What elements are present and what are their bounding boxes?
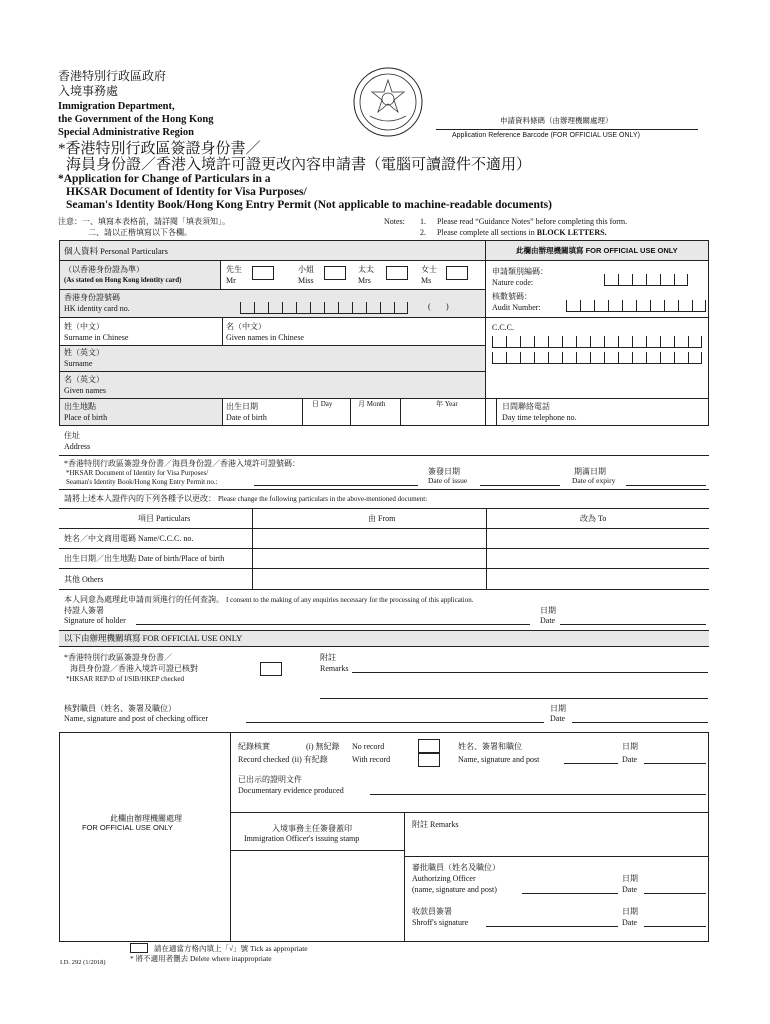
title-mr-checkbox[interactable]	[252, 266, 274, 280]
expiry-date-line[interactable]	[626, 485, 706, 486]
doc-checked-checkbox[interactable]	[260, 662, 282, 676]
place-of-birth-en: Place of birth	[64, 413, 108, 422]
address-zh: 住址	[64, 431, 80, 440]
official-remarks-line-2[interactable]	[320, 698, 708, 699]
form-number: I.D. 292 (1/2018)	[60, 959, 106, 966]
consent-date-line[interactable]	[560, 624, 706, 625]
record-date-line[interactable]	[644, 763, 706, 764]
expiry-date-zh: 期滿日期	[574, 467, 606, 476]
shroff-zh: 收款員簽署	[412, 907, 452, 916]
change-instruction: 請將上述本人證件內的下列各種予以更改： Please change the following particulars in the above-mentioned document:	[64, 494, 428, 503]
audit-number-boxes[interactable]	[566, 300, 706, 312]
hkid-check-paren-close: )	[446, 302, 449, 311]
with-record-en: With record	[352, 755, 391, 764]
title-en-1: *Application for Change of Particulars in a	[58, 173, 271, 185]
shroff-line[interactable]	[486, 926, 618, 927]
no-record-en: No record	[352, 742, 385, 751]
given-names-zh: 名（英文）	[64, 375, 104, 384]
change-row-birth: 出生日期／出生地點 Date of birth/Place of birth	[64, 554, 225, 563]
change-row-name: 姓名／中文商用電碼 Name/C.C.C. no.	[64, 534, 194, 543]
ccc-label: C.C.C.	[492, 323, 515, 332]
record-checked-en: Record checked	[238, 755, 290, 764]
title-ms-en: Ms	[421, 276, 432, 285]
evidence-line[interactable]	[370, 794, 706, 795]
holder-signature-en: Signature of holder	[64, 616, 126, 625]
with-record-checkbox[interactable]	[418, 753, 440, 767]
audit-number-zh: 核數號碼：	[492, 292, 532, 301]
shroff-en: Shroff's signature	[412, 918, 469, 927]
record-name-post-line[interactable]	[564, 763, 618, 764]
place-of-birth-zh: 出生地點	[64, 402, 96, 411]
with-record-zh: (ii) 有紀錄	[292, 755, 328, 764]
title-zh-2: 海員身份證／香港入境許可證更改內容申請書（電腦可讀證件不適用）	[66, 157, 532, 173]
official-remarks-zh: 附註	[320, 653, 336, 662]
notes-en-1: Please read “Guidance Notes” before completing this form.	[437, 217, 628, 226]
title-mrs-en: Mrs	[358, 276, 371, 285]
hksar-emblem	[352, 66, 424, 138]
record-date-zh: 日期	[622, 742, 638, 751]
authorizing-date-en: Date	[622, 885, 638, 894]
shroff-date-en: Date	[622, 918, 638, 927]
dept-name-en-1: Immigration Department,	[58, 101, 175, 112]
tick-legend-box	[130, 943, 148, 953]
id-note-zh: （以香港身份證為準）	[64, 265, 144, 274]
date-of-birth-zh: 出生日期	[226, 402, 258, 411]
title-mrs-checkbox[interactable]	[386, 266, 408, 280]
title-miss-en: Miss	[298, 276, 314, 285]
col-particulars: 項目 Particulars	[138, 514, 191, 523]
dob-month-label: 月 Month	[358, 400, 386, 408]
hkid-en: HK identity card no.	[64, 304, 130, 313]
consent-date-en: Date	[540, 616, 556, 625]
official-remarks-en: Remarks	[320, 664, 349, 673]
checking-officer-en: Name, signature and post of checking officer	[64, 714, 209, 723]
dob-day-label: 日 Day	[312, 400, 333, 408]
surname-chinese-zh: 姓（中文）	[64, 322, 104, 331]
change-row-others: 其他 Others	[64, 575, 104, 584]
phone-en: Day time telephone no.	[502, 413, 577, 422]
official-heading-top: 此欄由辦理機關填寫 FOR OFFICIAL USE ONLY	[516, 246, 678, 255]
doc-checked-zh-1: *香港特別行政區簽證身份書／	[64, 653, 172, 662]
issue-date-zh: 簽發日期	[428, 467, 460, 476]
checking-date-zh: 日期	[550, 704, 566, 713]
title-ms-zh: 女士	[421, 265, 437, 274]
issuing-stamp-zh: 入境事務主任簽發蓋印	[272, 824, 352, 833]
document-number-zh: *香港特別行政區簽證身份書／海員身份證／香港入境許可證號碼：	[64, 459, 300, 468]
barcode-label-en: Application Reference Barcode (FOR OFFICIAL USE ONLY)	[452, 132, 640, 139]
audit-number-en: Audit Number:	[492, 303, 541, 312]
doc-checked-en: *HKSAR REP/D of I/SIB/HKEP checked	[66, 675, 184, 683]
document-number-line[interactable]	[254, 485, 418, 486]
title-en-3: Seaman's Identity Book/Hong Kong Entry Permit (Not applicable to machine-readable documents)	[66, 199, 552, 211]
id-note-en: (As stated on Hong Kong identity card)	[64, 276, 182, 284]
record-name-post-zh: 姓名、簽署和職位	[458, 742, 522, 751]
checking-date-line[interactable]	[572, 722, 708, 723]
document-number-en-2: Seaman's Identity Book/Hong Kong Entry Permit no.:	[66, 478, 218, 486]
authorizing-date-zh: 日期	[622, 874, 638, 883]
holder-signature-zh: 持證人簽署	[64, 606, 104, 615]
document-number-en-1: *HKSAR Document of Identity for Visa Purposes/	[66, 469, 209, 477]
col-to: 改為 To	[580, 514, 607, 523]
given-names-en: Given names	[64, 386, 106, 395]
title-miss-checkbox[interactable]	[324, 266, 346, 280]
authorizing-officer-en-2: (name, signature and post)	[412, 885, 497, 894]
record-name-post-en: Name, signature and post	[458, 755, 540, 764]
official-left-zh: 此欄由辦理機關處理	[110, 814, 182, 823]
nature-code-zh: 申請類別編碼：	[492, 267, 548, 276]
holder-signature-line[interactable]	[136, 624, 530, 625]
hkid-zh: 香港身份證號碼	[64, 293, 120, 302]
ccc-given-boxes[interactable]	[492, 352, 702, 364]
issuing-stamp-en: Immigration Officer's issuing stamp	[244, 834, 360, 843]
authorizing-officer-line[interactable]	[522, 893, 618, 894]
consent-text: 本人同意為處理此申請而須進行的任何查詢。 I consent to the making of any enquiries necessary for the processing of this application.	[64, 595, 474, 604]
official-left-en: FOR OFFICIAL USE ONLY	[82, 823, 173, 832]
title-miss-zh: 小姐	[298, 265, 314, 274]
no-record-checkbox[interactable]	[418, 739, 440, 753]
dept-name-en-3: Special Administrative Region	[58, 127, 194, 138]
doc-checked-zh-2: 海員身份證／香港入境許可證已核對	[70, 664, 198, 673]
evidence-en: Documentary evidence produced	[238, 786, 344, 795]
date-of-birth-en: Date of birth	[226, 413, 267, 422]
surname-zh: 姓（英文）	[64, 348, 104, 357]
title-mr-zh: 先生	[226, 265, 242, 274]
issue-date-en: Date of issue	[428, 476, 468, 485]
title-en-2: HKSAR Document of Identity for Visa Purposes/	[66, 186, 307, 198]
official-remarks-line-1[interactable]	[352, 672, 708, 673]
authorizing-date-line[interactable]	[644, 893, 706, 894]
nature-code-boxes[interactable]	[604, 274, 688, 286]
shroff-date-zh: 日期	[622, 907, 638, 916]
nature-code-en: Nature code:	[492, 278, 534, 287]
address-en: Address	[64, 442, 91, 451]
barcode-label-zh: 申請資料條碼（由辦理機關處理）	[500, 116, 613, 125]
final-remarks: 附註 Remarks	[412, 820, 459, 829]
given-chinese-zh: 名（中文）	[226, 322, 266, 331]
checking-date-en: Date	[550, 714, 566, 723]
personal-heading: 個人資料 Personal Particulars	[64, 246, 168, 256]
record-date-en: Date	[622, 755, 638, 764]
record-checked-zh: 紀錄核實	[238, 742, 270, 751]
title-mr-en: Mr	[226, 276, 236, 285]
notes-num-1: 1.	[420, 217, 426, 226]
official-heading: 以下由辦理機關填寫 FOR OFFICIAL USE ONLY	[64, 633, 243, 643]
dob-year-label: 年 Year	[436, 400, 458, 408]
title-zh-1: *香港特別行政區簽證身份書／	[58, 141, 261, 157]
tick-legend: 請在適當方格內填上「√」號 Tick as appropriate	[154, 944, 308, 953]
authorizing-officer-en-1: Authorizing Officer	[412, 874, 476, 883]
checking-officer-zh: 核對職員（姓名、簽署及職位）	[64, 704, 176, 713]
phone-zh: 日間聯絡電話	[502, 402, 550, 411]
consent-date-zh: 日期	[540, 606, 556, 615]
notes-zh-1: 注意：一、填寫本表格前，請詳閱「填表須知」。	[58, 217, 230, 226]
evidence-zh: 已出示的證明文件	[238, 775, 302, 784]
notes-label: Notes:	[384, 217, 405, 226]
notes-num-2: 2.	[420, 228, 426, 237]
title-ms-checkbox[interactable]	[446, 266, 468, 280]
issue-date-line[interactable]	[480, 485, 560, 486]
dept-name-en-2: the Government of the Hong Kong	[58, 114, 214, 125]
hkid-check-paren-open: (	[428, 302, 431, 311]
col-from: 由 From	[368, 514, 396, 523]
hkid-number-boxes[interactable]	[240, 302, 408, 314]
delete-legend: * 將不適用者刪去 Delete where inappropriate	[130, 954, 272, 963]
notes-zh-2: 二、請以正楷填寫以下各欄。	[88, 228, 192, 237]
dept-name-zh-1: 香港特別行政區政府	[58, 69, 167, 83]
authorizing-officer-zh: 審批職員（姓名及職位）	[412, 863, 500, 872]
checking-officer-line[interactable]	[246, 722, 544, 723]
dept-name-zh-2: 入境事務處	[58, 84, 119, 98]
given-chinese-en: Given names in Chinese	[226, 333, 304, 342]
surname-en: Surname	[64, 359, 93, 368]
surname-chinese-en: Surname in Chinese	[64, 333, 129, 342]
expiry-date-en: Date of expiry	[572, 476, 616, 485]
notes-en-2: Please complete all sections in BLOCK LETTERS.	[437, 228, 607, 237]
no-record-zh: (i) 無紀錄	[306, 742, 340, 751]
title-mrs-zh: 太太	[358, 265, 374, 274]
shroff-date-line[interactable]	[644, 926, 706, 927]
ccc-surname-boxes[interactable]	[492, 336, 702, 348]
